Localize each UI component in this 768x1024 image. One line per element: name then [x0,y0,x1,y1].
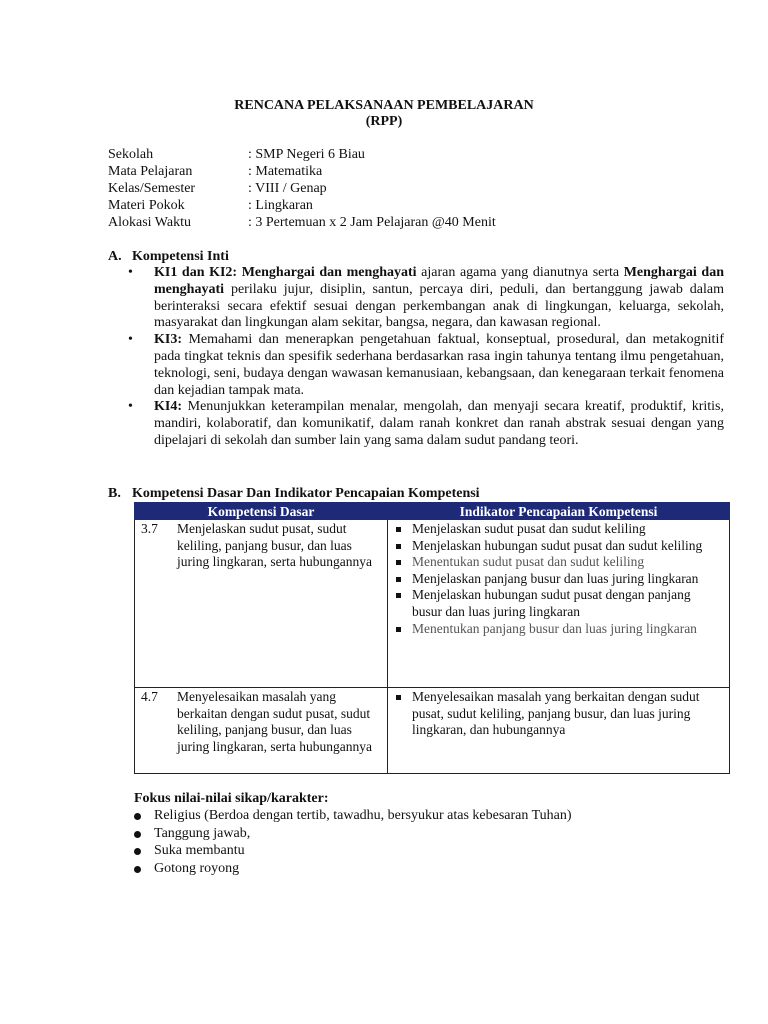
list-item-ki4 [128,399,724,449]
square-bullet-icon [396,627,401,632]
bullet-icon [134,866,141,873]
list-item [134,860,572,878]
kd-description: Menjelaskan sudut pusat, sudut keliling, panjang busur, dan luas juring lingkaran, serta hubungannya [177,521,372,570]
info-label: Mata Pelajaran [108,164,193,179]
info-value: : VIII / Genap [248,181,327,196]
info-value: : Lingkaran [248,198,313,213]
list-item [134,842,572,860]
fokus-item-text: Gotong royong [154,860,240,876]
ki-label: KI4: [154,399,182,415]
table-row [135,688,730,774]
info-value: : Matematika [248,164,323,179]
kd-number: 4.7 [141,689,158,704]
ki-text: ajaran agama yang dianutnya serta [421,265,620,280]
info-label: Alokasi Waktu [108,215,191,230]
document-subtitle: (RPP) [365,114,403,129]
ki-list [128,265,724,450]
column-header: Kompetensi Dasar [135,503,388,520]
fokus-item-text: Religius (Berdoa dengan tertib, tawadhu, bersyukur atas kebesaran Tuhan) [154,808,572,823]
list-item [134,825,572,843]
indicator-text: Menjelaskan sudut pusat dan sudut keliling [412,521,646,536]
section-a-heading [108,248,229,265]
kd-table [134,502,730,774]
ki-text: Menunjukkan keterampilan menalar, mengolah, dan menyaji secara kreatif, produktif, kritis, mandiri, kolaboratif, dan komunikatif, dalam ranah konkret dan ranah abstrak sesuai dengan yang dipelajari di sekolah dan sumber lain yang sama dalam sudut pandang teori. [154,399,724,448]
table-row [135,520,730,688]
document-title: RENCANA PELAKSANAAN PEMBELAJARAN [234,98,534,113]
ki-text: Memahami dan menerapkan pengetahuan faktual, konseptual, prosedural, dan metakognitif pada tingkat teknis dan spesifik sederhana berdasarkan rasa ingin tahunya tentang ilmu pengetahuan, teknologi, seni, budaya dengan wawasan kemanusiaan, kebangsaan, dan kenegaraan terkait fenomena dan kejadian tampak mata. [154,332,724,398]
bullet-icon [134,848,141,855]
fokus-heading: Fokus nilai-nilai sikap/karakter: [134,791,329,806]
kd-number: 3.7 [141,521,158,536]
list-item [394,587,723,620]
indicator-text: Menjelaskan panjang busur dan luas juring lingkaran [412,570,699,586]
ki-bold-phrase: Menghargai dan menghayati [154,265,724,297]
fokus-list [134,807,572,877]
bullet-icon [134,813,141,820]
indicator-cell [388,688,730,774]
fokus-item-text: Tanggung jawab, [154,825,251,841]
indicator-text: Menentukan panjang busur dan luas juring lingkaran [412,620,697,636]
indicator-text: Menjelaskan hubungan sudut pusat dan sudut keliling [412,537,703,553]
indicator-list [394,689,723,739]
fokus-item-text: Suka membantu [154,843,245,858]
square-bullet-icon [396,695,401,700]
indicator-cell [388,520,730,688]
info-label: Materi Pokok [108,198,185,213]
list-item [394,554,723,571]
bullet-icon [134,831,141,838]
table-header-row [135,503,730,520]
list-item [394,689,723,739]
list-item [394,621,723,638]
bullet-icon: • [128,332,133,348]
square-bullet-icon [396,593,401,598]
ki-label: KI3: [154,332,182,348]
ki-bold-phrase: Menghargai dan menghayati [241,265,417,280]
list-item [134,807,572,825]
indicator-text: Menyelesaikan masalah yang berkaitan dengan sudut pusat, sudut keliling, panjang busur, dan luas juring lingkaran, dan hubungannya [412,689,700,738]
section-title: Kompetensi Inti [132,249,229,264]
info-label: Kelas/Semester [108,181,196,196]
bullet-icon: • [128,265,133,280]
list-item [394,571,723,588]
list-item-ki1-ki2 [128,265,724,332]
list-item [394,538,723,555]
kd-cell [135,688,388,774]
section-letter: A. [108,249,122,264]
ki-text: perilaku jujur, disiplin, santun, percaya diri, peduli, dan bertanggung jawab dalam berinteraksi secara efektif sesuai dengan perkembangan anak di lingkungan, keluarga, sekolah, masyarakat dan lingkungan alam sekitar, bangsa, negara, dan kawasan regional. [154,281,725,331]
kd-description: Menyelesaikan masalah yang berkaitan dengan sudut pusat, sudut keliling, panjang busur, dan luas juring lingkaran, serta hubungannya [177,689,372,754]
kd-cell [135,520,388,688]
list-item [394,521,723,538]
section-b-heading [108,485,480,502]
square-bullet-icon [396,577,401,582]
section-letter: B. [108,486,121,501]
square-bullet-icon [396,560,401,565]
column-header: Indikator Pencapaian Kompetensi [388,503,730,520]
list-item-ki3 [128,332,724,399]
section-title: Kompetensi Dasar Dan Indikator Pencapaian Kompetensi [132,486,480,501]
square-bullet-icon [396,527,401,532]
square-bullet-icon [396,544,401,549]
indicator-text: Menentukan sudut pusat dan sudut keliling [412,554,645,570]
info-value: : SMP Negeri 6 Biau [248,147,365,162]
indicator-text: Menjelaskan hubungan sudut pusat dengan panjang busur dan luas juring lingkaran [412,587,691,619]
info-label: Sekolah [108,147,154,162]
bullet-icon: • [128,399,133,415]
info-value: : 3 Pertemuan x 2 Jam Pelajaran @40 Menit [248,215,496,230]
indicator-list [394,521,723,637]
ki-label: KI1 dan KI2: [154,265,238,280]
